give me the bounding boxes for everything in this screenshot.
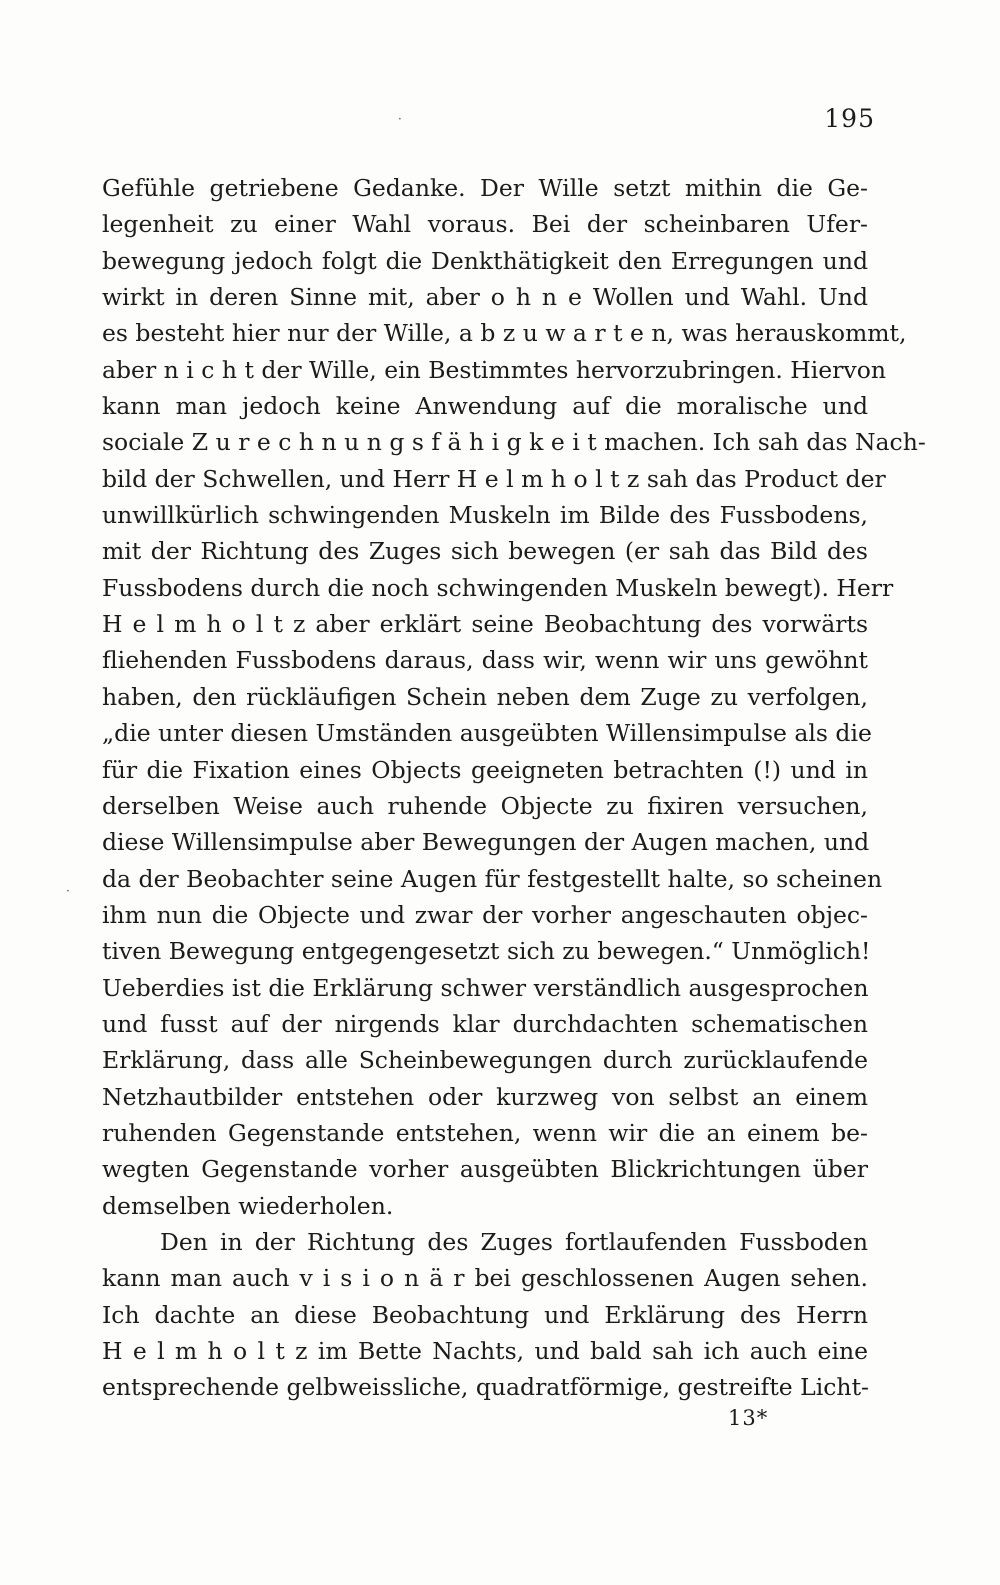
text-line: H e l m h o l t z im Bette Nachts, und bald sah ich auch eine xyxy=(102,1337,868,1365)
text-line: kann man auch v i s i o n ä r bei geschlossenen Augen sehen. xyxy=(102,1264,868,1293)
text-line: entsprechende gelbweissliche, quadratförmige, gestreifte Licht- xyxy=(102,1373,869,1402)
text-line: mit der Richtung des Zuges sich bewegen (er sah das Bild des xyxy=(102,537,868,566)
text-line: derselben Weise auch ruhende Objecte zu fixiren versuchen, xyxy=(102,791,868,820)
text-line: tiven Bewegung entgegengesetzt sich zu bewegen.“ Unmöglich! xyxy=(102,937,871,966)
print-speck: · xyxy=(398,112,402,126)
text-line: „die unter diesen Umständen ausgeübten Willensimpulse als die xyxy=(102,719,872,748)
text-line: Erklärung, dass alle Scheinbewegungen durch zurücklaufende xyxy=(102,1046,868,1075)
print-speck: · xyxy=(66,884,70,898)
text-line: und fusst auf der nirgends klar durchdachten schematischen xyxy=(102,1009,868,1038)
text-line: legenheit zu einer Wahl voraus. Bei der scheinbaren Ufer- xyxy=(102,210,868,239)
text-line: H e l m h o l t z aber erklärt seine Beobachtung des vorwärts xyxy=(102,610,868,639)
text-line: Ueberdies ist die Erklärung schwer verständlich ausgesprochen xyxy=(102,973,869,1002)
body-text xyxy=(102,170,926,1406)
text-line: bild der Schwellen, und Herr H e l m h o l t z sah das Product der xyxy=(102,464,886,493)
signature-mark: 13* xyxy=(728,1406,769,1430)
page-number: 195 xyxy=(824,104,875,133)
text-line: Gefühle getriebene Gedanke. Der Wille setzt mithin die Ge- xyxy=(102,174,868,202)
text-line: unwillkürlich schwingenden Muskeln im Bilde des Fussbodens, xyxy=(102,501,868,530)
text-line: fliehenden Fussbodens daraus, dass wir, wenn wir uns gewöhnt xyxy=(102,646,868,675)
text-line-paragraph-end: demselben wiederholen. xyxy=(102,1191,394,1220)
text-line: Fussbodens durch die noch schwingenden Muskeln bewegt). Herr xyxy=(102,573,894,602)
text-line: es besteht hier nur der Wille, a b z u w a r t e n, was herauskommt, xyxy=(102,319,907,348)
text-line: bewegung jedoch folgt die Denkthätigkeit den Erregungen und xyxy=(102,246,868,275)
text-line: ihm nun die Objecte und zwar der vorher angeschauten objec- xyxy=(102,900,868,929)
text-line: ruhenden Gegenstande entstehen, wenn wir die an einem be- xyxy=(102,1118,868,1147)
text-line: da der Beobachter seine Augen für festgestellt halte, so scheinen xyxy=(102,864,883,893)
text-line: kann man jedoch keine Anwendung auf die moralische und xyxy=(102,392,868,421)
text-line: für die Fixation eines Objects geeigneten betrachten (!) und in xyxy=(102,755,868,784)
text-line: sociale Z u r e c h n u n g s f ä h i g k e i t machen. Ich sah das Nach- xyxy=(102,428,926,457)
text-line: Netzhautbilder entstehen oder kurzweg von selbst an einem xyxy=(102,1082,868,1111)
text-line: wegten Gegenstande vorher ausgeübten Blickrichtungen über xyxy=(102,1155,868,1184)
text-line-paragraph-start: Den in der Richtung des Zuges fortlaufenden Fussboden xyxy=(160,1227,868,1256)
text-line: Ich dachte an diese Beobachtung und Erklärung des Herrn xyxy=(102,1300,868,1329)
text-line: diese Willensimpulse aber Bewegungen der Augen machen, und xyxy=(102,828,870,857)
text-line: wirkt in deren Sinne mit, aber o h n e Wollen und Wahl. Und xyxy=(102,283,868,312)
text-line: aber n i c h t der Wille, ein Bestimmtes hervorzubringen. Hiervon xyxy=(102,355,886,384)
text-line: haben, den rückläufigen Schein neben dem Zuge zu verfolgen, xyxy=(102,682,868,711)
